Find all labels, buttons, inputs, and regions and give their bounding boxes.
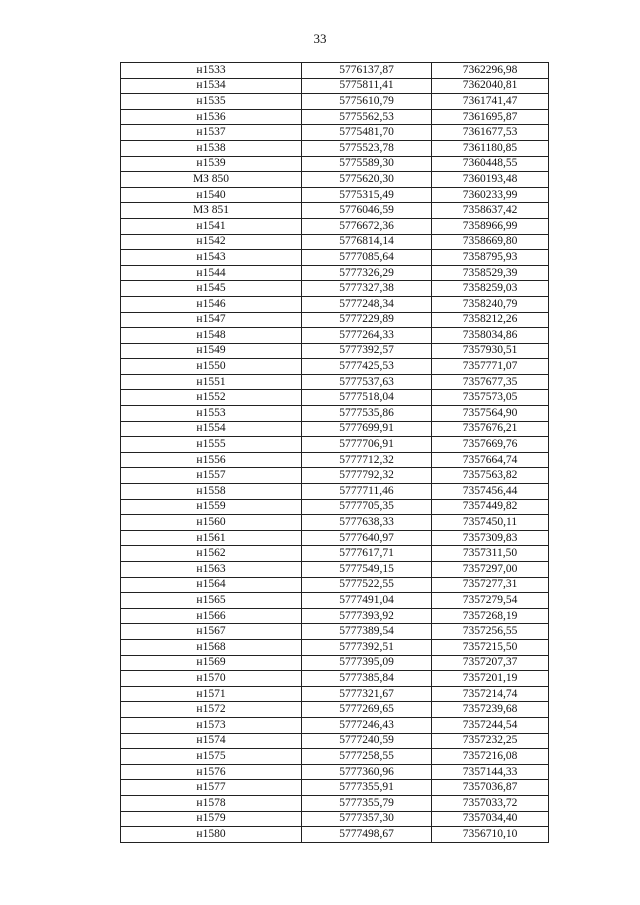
x-coordinate-cell: 5777518,04 <box>302 390 432 406</box>
point-id-cell: н1573 <box>121 717 302 733</box>
y-coordinate-cell: 7357563,82 <box>432 468 549 484</box>
y-coordinate-cell: 7358212,26 <box>432 312 549 328</box>
point-id-cell: н1566 <box>121 608 302 624</box>
x-coordinate-cell: 5777392,57 <box>302 343 432 359</box>
point-id-cell: н1575 <box>121 749 302 765</box>
point-id-cell: н1565 <box>121 593 302 609</box>
point-id-cell: н1560 <box>121 515 302 531</box>
table-row <box>121 671 549 687</box>
point-id-cell: н1553 <box>121 406 302 422</box>
point-id-cell: н1555 <box>121 437 302 453</box>
table-row <box>121 94 549 110</box>
coordinates-table <box>120 62 549 843</box>
point-id-cell: н1546 <box>121 296 302 312</box>
point-id-cell: н1551 <box>121 374 302 390</box>
table-row <box>121 499 549 515</box>
point-id-cell: н1558 <box>121 484 302 500</box>
point-id-cell: н1536 <box>121 109 302 125</box>
y-coordinate-cell: 7357311,50 <box>432 546 549 562</box>
x-coordinate-cell: 5777712,32 <box>302 452 432 468</box>
point-id-cell: н1552 <box>121 390 302 406</box>
table-row <box>121 749 549 765</box>
table-row <box>121 733 549 749</box>
table-row <box>121 328 549 344</box>
y-coordinate-cell: 7357309,83 <box>432 530 549 546</box>
x-coordinate-cell: 5775610,79 <box>302 94 432 110</box>
y-coordinate-cell: 7357232,25 <box>432 733 549 749</box>
y-coordinate-cell: 7357214,74 <box>432 686 549 702</box>
point-id-cell: н1578 <box>121 795 302 811</box>
y-coordinate-cell: 7362296,98 <box>432 63 549 79</box>
point-id-cell: МЗ 850 <box>121 172 302 188</box>
y-coordinate-cell: 7360448,55 <box>432 156 549 172</box>
table-row <box>121 156 549 172</box>
table-row <box>121 359 549 375</box>
point-id-cell: н1538 <box>121 140 302 156</box>
y-coordinate-cell: 7362040,81 <box>432 78 549 94</box>
y-coordinate-cell: 7357297,00 <box>432 562 549 578</box>
y-coordinate-cell: 7357277,31 <box>432 577 549 593</box>
table-row <box>121 125 549 141</box>
table-row <box>121 593 549 609</box>
y-coordinate-cell: 7357144,33 <box>432 764 549 780</box>
table-row <box>121 78 549 94</box>
point-id-cell: МЗ 851 <box>121 203 302 219</box>
table-row <box>121 296 549 312</box>
table-row <box>121 203 549 219</box>
y-coordinate-cell: 7358966,99 <box>432 218 549 234</box>
y-coordinate-cell: 7357771,07 <box>432 359 549 375</box>
y-coordinate-cell: 7358034,86 <box>432 328 549 344</box>
x-coordinate-cell: 5775589,30 <box>302 156 432 172</box>
point-id-cell: н1537 <box>121 125 302 141</box>
point-id-cell: н1547 <box>121 312 302 328</box>
y-coordinate-cell: 7357215,50 <box>432 639 549 655</box>
x-coordinate-cell: 5776046,59 <box>302 203 432 219</box>
x-coordinate-cell: 5777321,67 <box>302 686 432 702</box>
table-row <box>121 827 549 843</box>
x-coordinate-cell: 5777248,34 <box>302 296 432 312</box>
point-id-cell: н1577 <box>121 780 302 796</box>
table-row <box>121 265 549 281</box>
y-coordinate-cell: 7357036,87 <box>432 780 549 796</box>
x-coordinate-cell: 5777535,86 <box>302 406 432 422</box>
table-row <box>121 624 549 640</box>
x-coordinate-cell: 5777640,97 <box>302 530 432 546</box>
x-coordinate-cell: 5777355,79 <box>302 795 432 811</box>
point-id-cell: н1556 <box>121 452 302 468</box>
y-coordinate-cell: 7358240,79 <box>432 296 549 312</box>
x-coordinate-cell: 5777425,53 <box>302 359 432 375</box>
x-coordinate-cell: 5776672,36 <box>302 218 432 234</box>
y-coordinate-cell: 7357201,19 <box>432 671 549 687</box>
y-coordinate-cell: 7357449,82 <box>432 499 549 515</box>
y-coordinate-cell: 7361695,87 <box>432 109 549 125</box>
point-id-cell: н1543 <box>121 250 302 266</box>
table-row <box>121 109 549 125</box>
point-id-cell: н1571 <box>121 686 302 702</box>
y-coordinate-cell: 7357664,74 <box>432 452 549 468</box>
table-row <box>121 686 549 702</box>
x-coordinate-cell: 5777389,54 <box>302 624 432 640</box>
table-row <box>121 390 549 406</box>
point-id-cell: н1539 <box>121 156 302 172</box>
y-coordinate-cell: 7357930,51 <box>432 343 549 359</box>
table-row <box>121 218 549 234</box>
table-row <box>121 780 549 796</box>
y-coordinate-cell: 7358669,80 <box>432 234 549 250</box>
x-coordinate-cell: 5777705,35 <box>302 499 432 515</box>
point-id-cell: н1580 <box>121 827 302 843</box>
x-coordinate-cell: 5777549,15 <box>302 562 432 578</box>
x-coordinate-cell: 5775481,70 <box>302 125 432 141</box>
table-row <box>121 702 549 718</box>
x-coordinate-cell: 5777360,96 <box>302 764 432 780</box>
x-coordinate-cell: 5775811,41 <box>302 78 432 94</box>
point-id-cell: н1570 <box>121 671 302 687</box>
y-coordinate-cell: 7357256,55 <box>432 624 549 640</box>
point-id-cell: н1548 <box>121 328 302 344</box>
x-coordinate-cell: 5777264,33 <box>302 328 432 344</box>
y-coordinate-cell: 7357676,21 <box>432 421 549 437</box>
point-id-cell: н1576 <box>121 764 302 780</box>
x-coordinate-cell: 5777229,89 <box>302 312 432 328</box>
y-coordinate-cell: 7357450,11 <box>432 515 549 531</box>
table-row <box>121 811 549 827</box>
x-coordinate-cell: 5777699,91 <box>302 421 432 437</box>
point-id-cell: н1569 <box>121 655 302 671</box>
point-id-cell: н1544 <box>121 265 302 281</box>
x-coordinate-cell: 5775315,49 <box>302 187 432 203</box>
y-coordinate-cell: 7357573,05 <box>432 390 549 406</box>
x-coordinate-cell: 5776137,87 <box>302 63 432 79</box>
page-number: 33 <box>313 31 327 46</box>
table-row <box>121 187 549 203</box>
y-coordinate-cell: 7357456,44 <box>432 484 549 500</box>
table-row <box>121 140 549 156</box>
x-coordinate-cell: 5777392,51 <box>302 639 432 655</box>
y-coordinate-cell: 7357216,08 <box>432 749 549 765</box>
table-row <box>121 484 549 500</box>
table-row <box>121 546 549 562</box>
x-coordinate-cell: 5777491,04 <box>302 593 432 609</box>
y-coordinate-cell: 7357669,76 <box>432 437 549 453</box>
y-coordinate-cell: 7357564,90 <box>432 406 549 422</box>
table-row <box>121 515 549 531</box>
y-coordinate-cell: 7357033,72 <box>432 795 549 811</box>
point-id-cell: н1564 <box>121 577 302 593</box>
table-row <box>121 63 549 79</box>
y-coordinate-cell: 7357244,54 <box>432 717 549 733</box>
x-coordinate-cell: 5777258,55 <box>302 749 432 765</box>
y-coordinate-cell: 7357207,37 <box>432 655 549 671</box>
point-id-cell: н1572 <box>121 702 302 718</box>
y-coordinate-cell: 7357034,40 <box>432 811 549 827</box>
table-row <box>121 562 549 578</box>
table-row <box>121 764 549 780</box>
point-id-cell: н1567 <box>121 624 302 640</box>
x-coordinate-cell: 5777355,91 <box>302 780 432 796</box>
y-coordinate-cell: 7358637,42 <box>432 203 549 219</box>
point-id-cell: н1533 <box>121 63 302 79</box>
x-coordinate-cell: 5777498,67 <box>302 827 432 843</box>
y-coordinate-cell: 7358529,39 <box>432 265 549 281</box>
table-row <box>121 608 549 624</box>
table-row <box>121 281 549 297</box>
point-id-cell: н1535 <box>121 94 302 110</box>
point-id-cell: н1561 <box>121 530 302 546</box>
y-coordinate-cell: 7360233,99 <box>432 187 549 203</box>
table-row <box>121 250 549 266</box>
y-coordinate-cell: 7358795,93 <box>432 250 549 266</box>
y-coordinate-cell: 7358259,03 <box>432 281 549 297</box>
point-id-cell: н1542 <box>121 234 302 250</box>
point-id-cell: н1559 <box>121 499 302 515</box>
y-coordinate-cell: 7361677,53 <box>432 125 549 141</box>
table-row <box>121 795 549 811</box>
x-coordinate-cell: 5777638,33 <box>302 515 432 531</box>
y-coordinate-cell: 7360193,48 <box>432 172 549 188</box>
point-id-cell: н1554 <box>121 421 302 437</box>
x-coordinate-cell: 5777246,43 <box>302 717 432 733</box>
point-id-cell: н1563 <box>121 562 302 578</box>
x-coordinate-cell: 5775562,53 <box>302 109 432 125</box>
x-coordinate-cell: 5777269,65 <box>302 702 432 718</box>
table-row <box>121 406 549 422</box>
point-id-cell: н1549 <box>121 343 302 359</box>
x-coordinate-cell: 5777706,91 <box>302 437 432 453</box>
table-row <box>121 374 549 390</box>
table-row <box>121 234 549 250</box>
table-row <box>121 437 549 453</box>
x-coordinate-cell: 5777522,55 <box>302 577 432 593</box>
table-row <box>121 655 549 671</box>
y-coordinate-cell: 7357268,19 <box>432 608 549 624</box>
table-row <box>121 312 549 328</box>
point-id-cell: н1579 <box>121 811 302 827</box>
table-row <box>121 468 549 484</box>
y-coordinate-cell: 7361741,47 <box>432 94 549 110</box>
table-row <box>121 530 549 546</box>
table-row <box>121 343 549 359</box>
x-coordinate-cell: 5775620,30 <box>302 172 432 188</box>
table-row <box>121 421 549 437</box>
x-coordinate-cell: 5777385,84 <box>302 671 432 687</box>
x-coordinate-cell: 5775523,78 <box>302 140 432 156</box>
point-id-cell: н1545 <box>121 281 302 297</box>
table-row <box>121 717 549 733</box>
y-coordinate-cell: 7357279,54 <box>432 593 549 609</box>
x-coordinate-cell: 5777711,46 <box>302 484 432 500</box>
x-coordinate-cell: 5776814,14 <box>302 234 432 250</box>
x-coordinate-cell: 5777393,92 <box>302 608 432 624</box>
point-id-cell: н1534 <box>121 78 302 94</box>
x-coordinate-cell: 5777537,63 <box>302 374 432 390</box>
y-coordinate-cell: 7361180,85 <box>432 140 549 156</box>
x-coordinate-cell: 5777240,59 <box>302 733 432 749</box>
x-coordinate-cell: 5777327,38 <box>302 281 432 297</box>
x-coordinate-cell: 5777357,30 <box>302 811 432 827</box>
y-coordinate-cell: 7356710,10 <box>432 827 549 843</box>
y-coordinate-cell: 7357239,68 <box>432 702 549 718</box>
point-id-cell: н1562 <box>121 546 302 562</box>
table-row <box>121 172 549 188</box>
table-row <box>121 577 549 593</box>
point-id-cell: н1540 <box>121 187 302 203</box>
table-row <box>121 639 549 655</box>
x-coordinate-cell: 5777326,29 <box>302 265 432 281</box>
y-coordinate-cell: 7357677,35 <box>432 374 549 390</box>
x-coordinate-cell: 5777617,71 <box>302 546 432 562</box>
point-id-cell: н1550 <box>121 359 302 375</box>
x-coordinate-cell: 5777792,32 <box>302 468 432 484</box>
table-row <box>121 452 549 468</box>
point-id-cell: н1541 <box>121 218 302 234</box>
x-coordinate-cell: 5777085,64 <box>302 250 432 266</box>
x-coordinate-cell: 5777395,09 <box>302 655 432 671</box>
point-id-cell: н1568 <box>121 639 302 655</box>
coordinates-table-body <box>121 63 549 843</box>
point-id-cell: н1574 <box>121 733 302 749</box>
point-id-cell: н1557 <box>121 468 302 484</box>
